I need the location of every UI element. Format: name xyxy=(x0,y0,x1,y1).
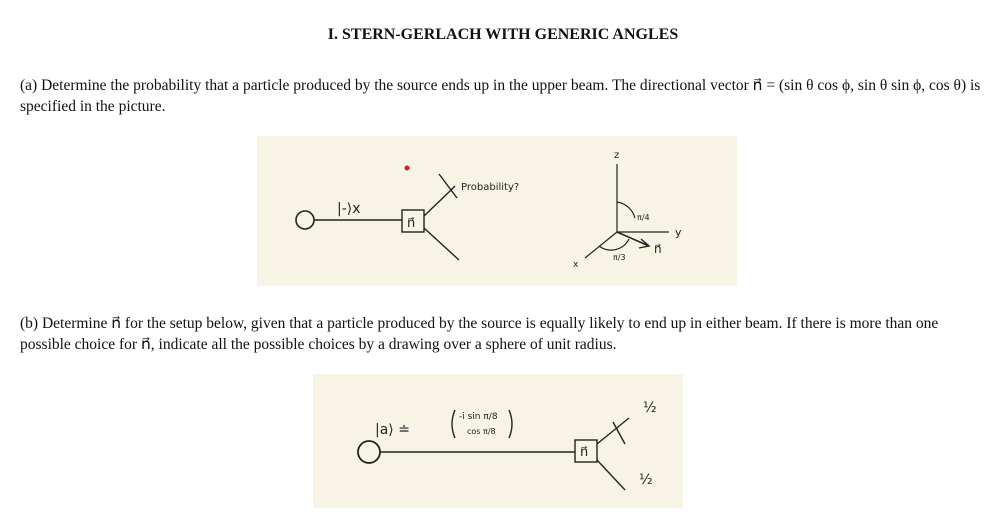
upper-beam-b xyxy=(597,418,629,444)
lower-beam-b xyxy=(597,460,625,490)
spinor-left-paren xyxy=(452,410,455,438)
figure-a xyxy=(257,136,737,286)
upper-beam xyxy=(424,192,449,216)
x-axis-label: x xyxy=(573,260,579,270)
phi-label: π/3 xyxy=(613,253,626,262)
source-circle xyxy=(296,211,314,229)
part-a-text: (a) Determine the probability that a particle produced by the source ends up in the upper beam. The directional vector n⃗ = (sin θ cos ϕ, sin θ sin ϕ, cos θ) is specified in the picture. xyxy=(20,77,981,115)
section-title: I. STERN-GERLACH WITH GENERIC ANGLES xyxy=(327,26,679,43)
part-b-text: (b) Determine n⃗ for the setup below, given that a particle produced by the source is equally likely to end up in either beam. If there is more than one possible choice for n⃗, indicate all the possible choices by a drawing over a sphere of unit radius. xyxy=(20,315,939,353)
spinor-right-paren xyxy=(509,410,512,438)
source-circle-b xyxy=(358,441,380,463)
n-vector-label: n⃗ xyxy=(654,242,662,256)
lower-beam xyxy=(424,228,459,260)
figure-b-drawing xyxy=(313,374,683,508)
upper-probability: ½ xyxy=(643,400,657,416)
figure-a-drawing xyxy=(257,136,737,286)
figure-b xyxy=(313,374,683,508)
phi-arc xyxy=(599,239,629,250)
y-axis-label: y xyxy=(675,226,682,239)
magnet-label-b: n⃗ xyxy=(580,445,589,460)
question-label: Probability? xyxy=(461,182,520,193)
state-label-b: |a⟩ ≐ xyxy=(375,422,410,438)
spinor-top: -i sin π/8 xyxy=(459,412,498,422)
lower-probability: ½ xyxy=(639,472,653,488)
n-vector xyxy=(617,232,649,246)
spinor-bottom: cos π/8 xyxy=(467,427,496,436)
red-dot xyxy=(405,166,410,171)
magnet-label: n⃗ xyxy=(407,216,416,231)
theta-arc xyxy=(617,202,635,218)
theta-label: π/4 xyxy=(637,213,650,222)
state-label: |-⟩x xyxy=(337,201,361,217)
z-axis-label: z xyxy=(614,150,620,161)
